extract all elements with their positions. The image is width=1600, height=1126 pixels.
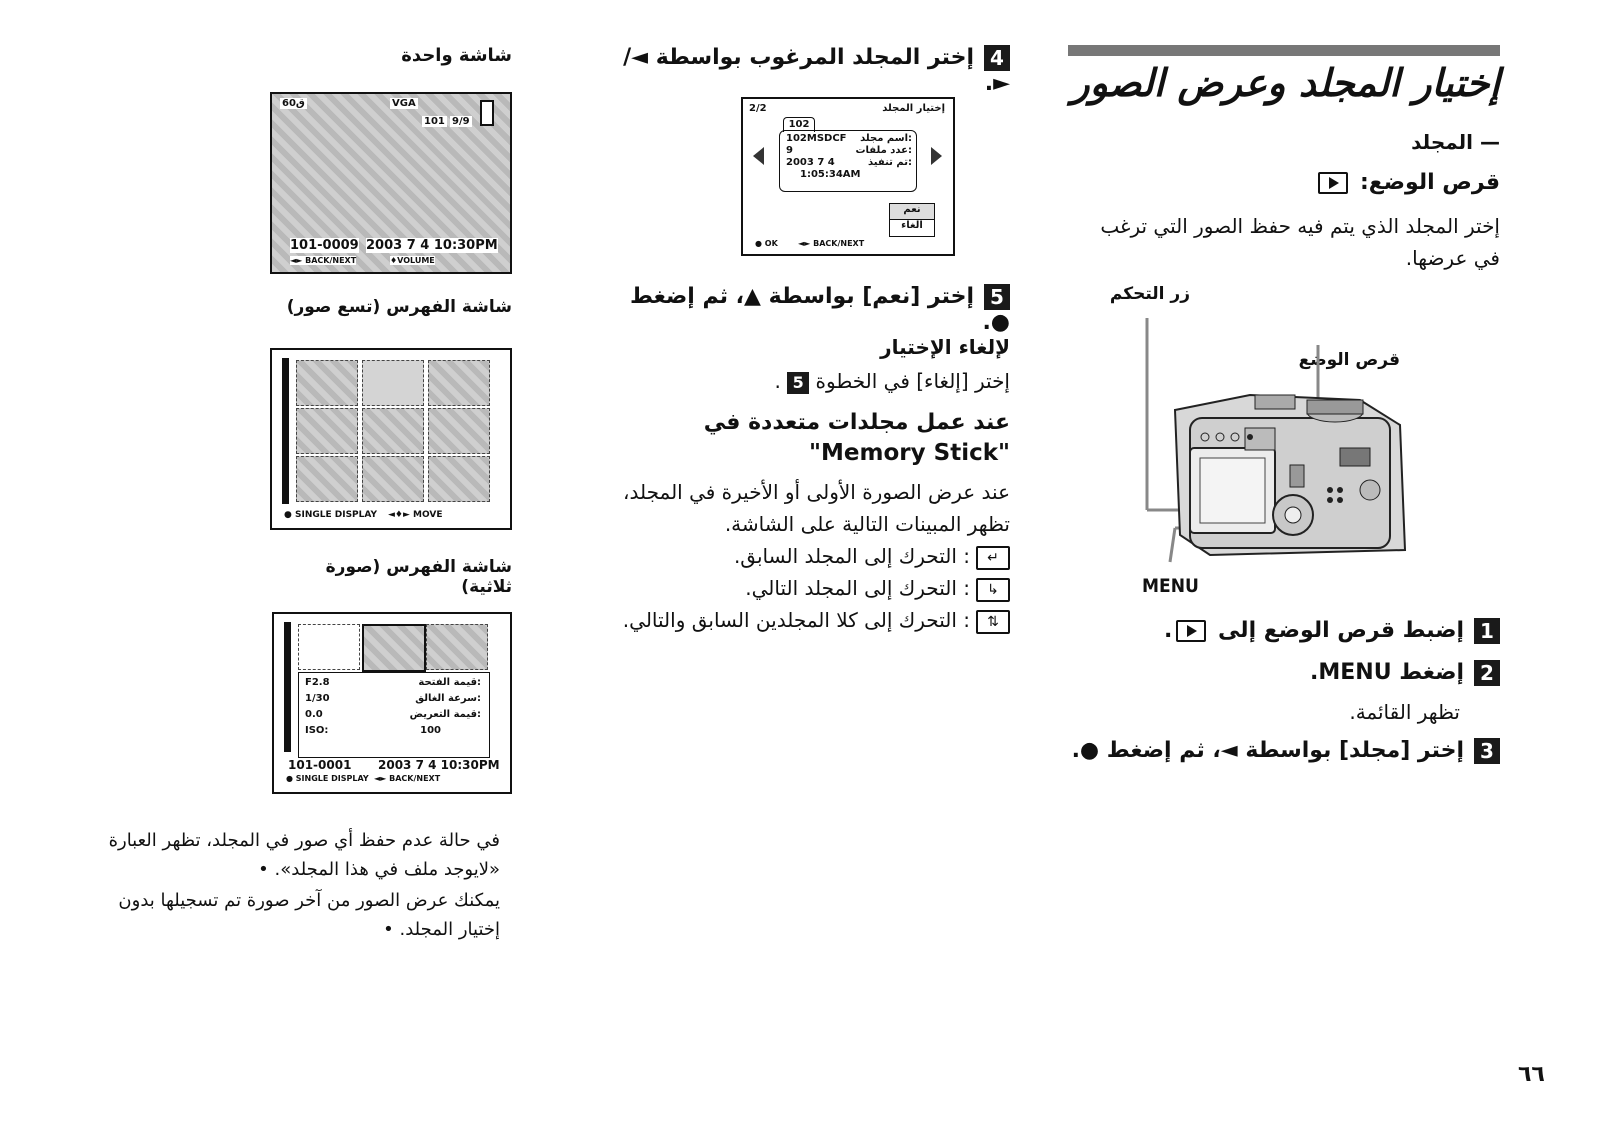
- memory-icon: [480, 100, 494, 126]
- info-row: 1/30 سرعة الغالق:: [305, 693, 481, 704]
- folder-tab: 102: [783, 117, 815, 132]
- intro-text: إختر المجلد الذي يتم فيه حفظ الصور التي ترغب في عرضها.: [1100, 214, 1500, 270]
- folder-row: 2003 7 4 تم تنفيذ:: [786, 157, 912, 168]
- single-screen-heading: شاشة واحدة: [401, 45, 512, 66]
- folder-row: 9 عدد ملفات:: [786, 145, 912, 156]
- bullet-note: في حالة عدم حفظ أي صور في المجلد، تظهر العبارة «لايوجد ملف في هذا المجلد». •: [108, 830, 500, 880]
- step-3-text: إختر [مجلد] بواسطة ◄، ثم إضغط ●.: [1071, 738, 1464, 763]
- folder-row: 102MSDCF اسم مجلد:: [786, 133, 912, 144]
- date-time: 2003 7 4 10:30PM: [366, 238, 498, 253]
- yes-option[interactable]: نعم: [890, 204, 934, 219]
- step-2-note: تظهر القائمة.: [1349, 700, 1460, 724]
- bullet-note: يمكنك عرض الصور من آخر صورة تم تسجيلها بدون إختيار المجلد. •: [118, 890, 500, 940]
- next-folder-icon: ↳: [976, 578, 1010, 602]
- thumbnail[interactable]: [362, 360, 424, 406]
- folder-info-box: [779, 130, 917, 192]
- ok-hint: ● OK: [755, 239, 778, 248]
- mode-dial-line: [1200, 170, 1500, 195]
- mode-dial-label: قرص الوضع:: [1359, 170, 1500, 195]
- back-next-hint: ◄► BACK/NEXT: [798, 239, 865, 248]
- thumbnail[interactable]: [296, 408, 358, 454]
- left-arrow-icon: [753, 147, 764, 165]
- folder-row: 1:05:34AM: [800, 169, 861, 180]
- date-time: 2003 7 4 10:30PM: [378, 758, 500, 772]
- step-4: [600, 45, 1010, 96]
- step-2: [1100, 660, 1500, 686]
- multi-text: عند عرض الصورة الأولى أو الأخيرة في المجلد، تظهر المبينات التالية على الشاشة.: [623, 480, 1010, 536]
- section-label: — المجلد: [1411, 130, 1500, 154]
- thumbnail[interactable]: [298, 624, 360, 670]
- image-count: 9/9: [452, 116, 470, 127]
- right-arrow-icon: [931, 147, 942, 165]
- step-2-text: إضغط MENU.: [1310, 660, 1464, 685]
- folder-number: 101: [424, 116, 445, 127]
- step-3-number: 3: [1474, 738, 1500, 764]
- camera-illustration: [1130, 300, 1430, 590]
- back-next-hint: ◄► BACK/NEXT: [374, 774, 441, 783]
- step-1-number: 1: [1474, 618, 1500, 644]
- page-title: إختيار المجلد وعرض الصور: [1071, 60, 1500, 105]
- step-2-number: 2: [1474, 660, 1500, 686]
- thumbnail[interactable]: [428, 408, 490, 454]
- multi-heading: عند عمل مجلدات متعددة في: [703, 410, 1010, 435]
- page-number: ٦٦: [1518, 1062, 1545, 1087]
- thumbnail[interactable]: [426, 624, 488, 670]
- info-panel: [298, 672, 490, 758]
- indicator-next: ↳: التحرك إلى المجلد التالي.: [600, 572, 1010, 604]
- menu-caption: MENU: [1142, 575, 1199, 597]
- multi-heading-memory-stick: "Memory Stick": [809, 440, 1010, 466]
- file-number: 101-0009: [290, 238, 359, 253]
- vga-indicator: VGA: [392, 98, 416, 109]
- playback-icon: [1176, 620, 1206, 642]
- thumbnail[interactable]: [296, 360, 358, 406]
- step-5-number: 5: [984, 284, 1010, 310]
- thumbnail[interactable]: [362, 456, 424, 502]
- info-row: 0.0 قيمة التعريض:: [305, 709, 481, 720]
- step-3: [1050, 738, 1500, 764]
- single-display-hint: ● SINGLE DISPLAY: [286, 774, 369, 783]
- scroll-bar: [284, 622, 291, 752]
- file-number: 101-0001: [288, 758, 352, 772]
- folder-select-screen: [741, 97, 955, 256]
- index9-screen: [270, 348, 512, 530]
- step-ref-badge: 5: [787, 372, 809, 394]
- cancel-option[interactable]: الغاء: [890, 219, 934, 235]
- control-button-caption: زر التحكم: [1109, 284, 1190, 304]
- step-4-number: 4: [984, 45, 1010, 71]
- thumbnail[interactable]: [362, 624, 426, 672]
- indicator-previous: ↵: التحرك إلى المجلد السابق.: [600, 540, 1010, 572]
- index3-screen: [272, 612, 512, 794]
- info-row: F2.8 قيمة الفتحة:: [305, 677, 481, 688]
- folder-screen-page: 2/2: [749, 103, 767, 114]
- yes-cancel-box: [889, 203, 935, 237]
- single-display-hint: ● SINGLE DISPLAY: [284, 510, 378, 520]
- thumbnail[interactable]: [428, 360, 490, 406]
- move-hint: ◄♦► MOVE: [388, 510, 443, 520]
- playback-icon: [1318, 172, 1348, 194]
- volume-hint: ♦VOLUME: [390, 256, 435, 265]
- step-5-text: إختر [نعم] بواسطة ▲، ثم إضغط ●.: [630, 284, 1010, 335]
- thumbnail[interactable]: [428, 456, 490, 502]
- mode-dial-caption: قرص الوضع: [1298, 350, 1400, 370]
- step-4-text: إختر المجلد المرغوب بواسطة ◄/►.: [623, 45, 1010, 96]
- back-next-hint: ◄► BACK/NEXT: [290, 256, 357, 265]
- thumbnail[interactable]: [362, 408, 424, 454]
- cancel-text: إختر [إلغاء] في الخطوة 5 .: [774, 369, 1010, 393]
- thumbnail[interactable]: [296, 456, 358, 502]
- step-5: [600, 284, 1010, 335]
- step-1: 1إضبط قرص الوضع إلى .: [1100, 618, 1500, 644]
- info-row: ISO: 100: [305, 725, 441, 736]
- single-screen: [270, 92, 512, 274]
- folder-screen-title: إختيار المجلد: [882, 103, 945, 114]
- battery-indicator: 60ق: [282, 98, 305, 109]
- index3-heading: شاشة الفهرس (صورة ثلاثية): [325, 557, 512, 597]
- title-bar: [1068, 45, 1500, 56]
- scroll-bar: [282, 358, 289, 504]
- cancel-heading: لإلغاء الإختيار: [880, 335, 1010, 359]
- indicator-both: ⇅: التحرك إلى كلا المجلدين السابق والتالي.: [600, 604, 1010, 636]
- previous-folder-icon: ↵: [976, 546, 1010, 570]
- step-1-text: إضبط قرص الوضع إلى: [1218, 618, 1464, 643]
- both-folders-icon: ⇅: [976, 610, 1010, 634]
- index9-heading: شاشة الفهرس (تسع صور): [286, 297, 512, 317]
